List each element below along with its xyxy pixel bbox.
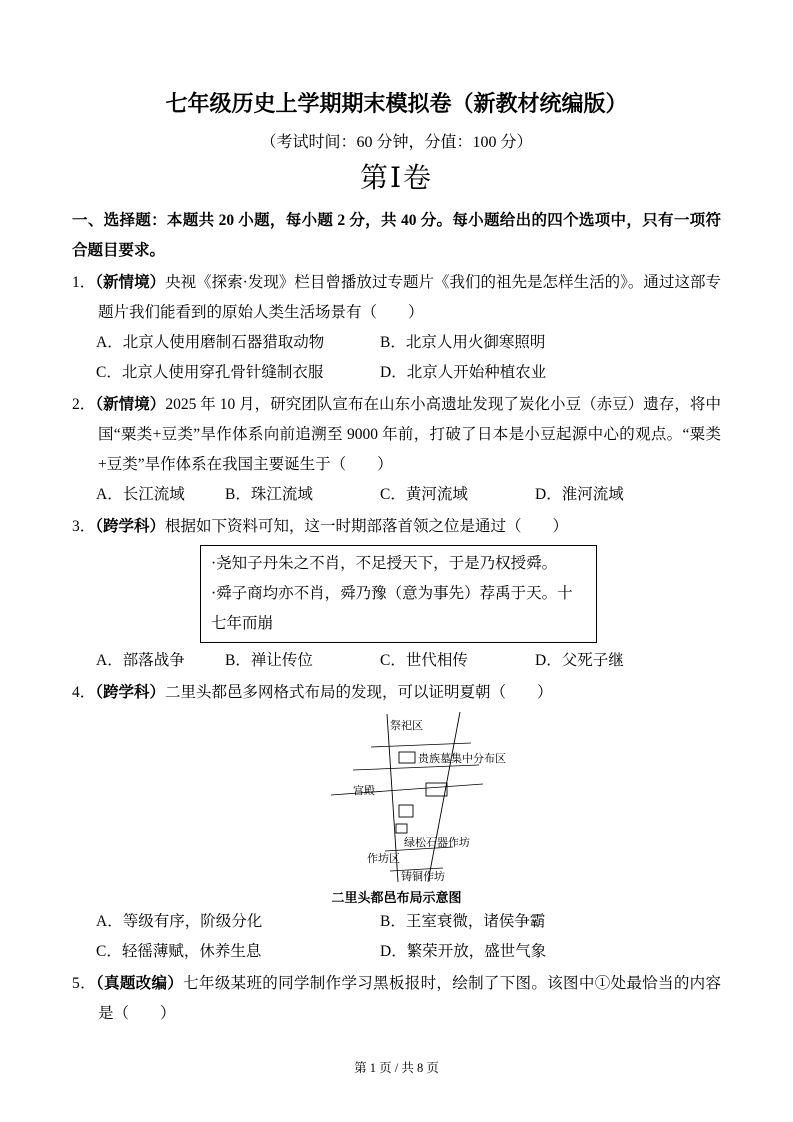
label-palace: 宫殿 bbox=[352, 785, 375, 797]
question-2-option-c: C．黄河流域 bbox=[380, 486, 468, 503]
question-4-stem bbox=[72, 678, 721, 708]
question-2-tag: （新情境） bbox=[95, 396, 166, 413]
question-3-option-d: D．父死子继 bbox=[535, 652, 624, 669]
question-5-stem bbox=[72, 969, 721, 1029]
page-number-footer: 第 1 页 / 共 8 页 bbox=[354, 1061, 439, 1075]
question-5 bbox=[72, 969, 721, 1029]
question-2-number: 2． bbox=[72, 396, 96, 413]
question-4-option-a: A．等级有序，阶级分化 bbox=[96, 913, 263, 930]
exam-header bbox=[72, 88, 721, 200]
exam-meta: （考试时间：60 分钟，分值：100 分） bbox=[260, 134, 533, 151]
question-5-tag: （真题改编） bbox=[95, 975, 184, 992]
question-2-options bbox=[72, 480, 721, 510]
source-quote-line-1: ·尧知子丹朱之不肖，不足授天下，于是乃权授舜。 bbox=[211, 555, 558, 572]
question-1-tag: （新情境） bbox=[95, 274, 166, 291]
question-1-number: 1． bbox=[72, 274, 96, 291]
question-2-option-a: A．长江流域 bbox=[96, 486, 185, 503]
question-4-text: 二里头都邑多网格式布局的发现，可以证明夏朝（ ） bbox=[165, 684, 553, 701]
question-3-number: 3． bbox=[72, 518, 96, 535]
question-2-stem bbox=[72, 390, 721, 480]
question-1-option-b: B．北京人用火御寒照明 bbox=[380, 334, 546, 351]
source-quote-box bbox=[200, 545, 597, 643]
question-3 bbox=[72, 512, 721, 676]
label-workshop-area: 作坊区 bbox=[366, 853, 400, 865]
section-instructions: 一、选择题：本题共 20 小题，每小题 2 分，共 40 分。每小题给出的四个选项中，只有一项符合题目要求。 bbox=[72, 212, 721, 259]
question-4-option-b: B．王室衰微，诸侯争霸 bbox=[380, 913, 546, 930]
question-4 bbox=[72, 678, 721, 967]
question-1-options bbox=[72, 328, 721, 388]
question-2-option-b: B．珠江流域 bbox=[225, 486, 313, 503]
question-1-stem bbox=[72, 268, 721, 328]
label-bronze-casting-workshop: 铸铜作坊 bbox=[400, 871, 445, 883]
question-1 bbox=[72, 268, 721, 388]
question-3-text: 根据如下资料可知，这一时期部落首领之位是通过（ ） bbox=[165, 518, 569, 535]
question-4-option-d: D．繁荣开放，盛世气象 bbox=[380, 943, 547, 960]
question-1-option-a: A．北京人使用磨制石器猎取动物 bbox=[96, 334, 325, 351]
question-2-text: 2025 年 10 月，研究团队宣布在山东小高遗址发现了炭化小豆（赤豆）遗存，将中国“粟类+豆类”旱作体系向前追溯至 9000 年前，打破了日本是小豆起源中心的观点。“粟类+豆类”旱作体系在我国主要诞生于（ ） bbox=[98, 396, 721, 473]
erlitou-layout-diagram bbox=[252, 710, 542, 907]
question-1-option-c: C．北京人使用穿孔骨针缝制衣服 bbox=[96, 364, 324, 381]
question-5-number: 5． bbox=[72, 975, 96, 992]
label-sacrifice-area: 祭祀区 bbox=[389, 720, 423, 732]
question-4-tag: （跨学科） bbox=[95, 684, 166, 701]
question-2-option-d: D．淮河流域 bbox=[535, 486, 624, 503]
erlitou-diagram-graphic bbox=[257, 710, 537, 888]
question-3-tag: （跨学科） bbox=[95, 518, 166, 535]
question-3-options bbox=[72, 646, 721, 676]
question-3-stem bbox=[72, 512, 721, 542]
question-3-option-a: A．部落战争 bbox=[96, 652, 185, 669]
question-4-number: 4． bbox=[72, 684, 96, 701]
exam-title: 七年级历史上学期期末模拟卷（新教材统编版） bbox=[165, 91, 628, 116]
question-1-option-d: D．北京人开始种植农业 bbox=[380, 364, 547, 381]
question-3-option-c: C．世代相传 bbox=[380, 652, 468, 669]
label-turquoise-workshop: 绿松石器作坊 bbox=[403, 837, 470, 849]
question-4-options bbox=[72, 907, 721, 967]
diagram-caption: 二里头都邑布局示意图 bbox=[331, 890, 462, 905]
question-3-option-b: B．禅让传位 bbox=[225, 652, 313, 669]
label-noble-tombs-area: 贵族墓集中分布区 bbox=[417, 753, 506, 765]
question-4-option-c: C．轻徭薄赋，休养生息 bbox=[96, 943, 262, 960]
question-5-text: 七年级某班的同学制作学习黑板报时，绘制了下图。该图中①处最恰当的内容是（ ） bbox=[98, 975, 721, 1022]
part-heading: 第Ⅰ卷 bbox=[359, 163, 434, 194]
source-quote-line-2: ·舜子商均亦不肖，舜乃豫（意为事先）荐禹于天。十七年而崩 bbox=[211, 585, 573, 632]
question-2 bbox=[72, 390, 721, 510]
question-1-text: 央视《探索·发现》栏目曾播放过专题片《我们的祖先是怎样生活的》。通过这部专题片我们能看到的原始人类生活场景有（ ） bbox=[98, 274, 721, 321]
